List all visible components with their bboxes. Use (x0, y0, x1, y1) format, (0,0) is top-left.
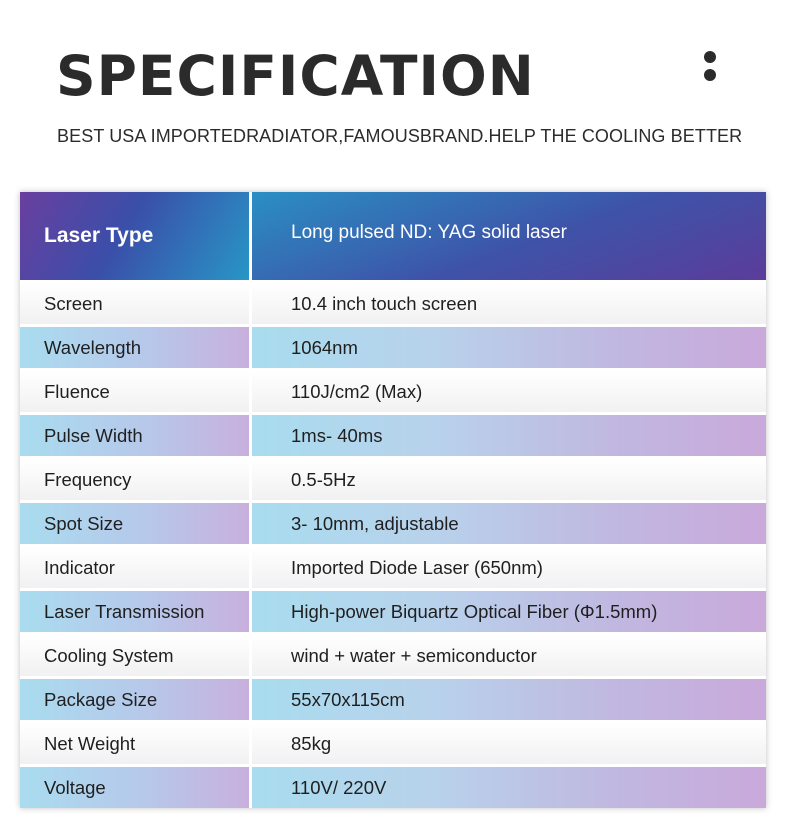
row-label: Screen (20, 283, 249, 324)
row-value: 110J/cm2 (Max) (252, 371, 766, 412)
row-value: 1064nm (252, 327, 766, 368)
table-row (20, 635, 766, 679)
row-value: High-power Biquartz Optical Fiber (Φ1.5mm) (252, 591, 766, 632)
row-value: 55x70x115cm (252, 679, 766, 720)
row-value: wind + water + semiconductor (252, 635, 766, 676)
row-label: Laser Transmission (20, 591, 249, 632)
vertical-dots-icon[interactable] (704, 51, 716, 81)
row-value: 85kg (252, 723, 766, 764)
table-row (20, 459, 766, 503)
row-value: 1ms- 40ms (252, 415, 766, 456)
row-value: 110V/ 220V (252, 767, 766, 808)
dot (704, 69, 716, 81)
row-value: 3- 10mm, adjustable (252, 503, 766, 544)
table-row (20, 723, 766, 767)
table-row (20, 283, 766, 327)
row-label: Indicator (20, 547, 249, 588)
table-row (20, 327, 766, 371)
row-label: Wavelength (20, 327, 249, 368)
row-label: Net Weight (20, 723, 249, 764)
page-subtitle: BEST USA IMPORTEDRADIATOR,FAMOUSBRAND.HELP THE COOLING BETTER (57, 126, 743, 146)
row-label: Pulse Width (20, 415, 249, 456)
row-value: 0.5-5Hz (252, 459, 766, 500)
dot (704, 51, 716, 63)
row-label: Spot Size (20, 503, 249, 544)
table-row (20, 415, 766, 459)
row-value: 10.4 inch touch screen (252, 283, 766, 324)
table-row (20, 547, 766, 591)
row-label: Cooling System (20, 635, 249, 676)
table-row (20, 503, 766, 547)
page-title: SPECIFICATION (56, 44, 535, 108)
table-row (20, 679, 766, 723)
row-label: Fluence (20, 371, 249, 412)
row-label: Voltage (20, 767, 249, 808)
row-label: Frequency (20, 459, 249, 500)
table-row (20, 767, 766, 808)
specification-table (20, 192, 766, 808)
row-label: Package Size (20, 679, 249, 720)
table-header-label: Laser Type (20, 192, 249, 280)
row-value: Imported Diode Laser (650nm) (252, 547, 766, 588)
table-header-value: Long pulsed ND: YAG solid laser (252, 192, 766, 280)
table-header-row (20, 192, 766, 283)
table-row (20, 371, 766, 415)
table-row (20, 591, 766, 635)
